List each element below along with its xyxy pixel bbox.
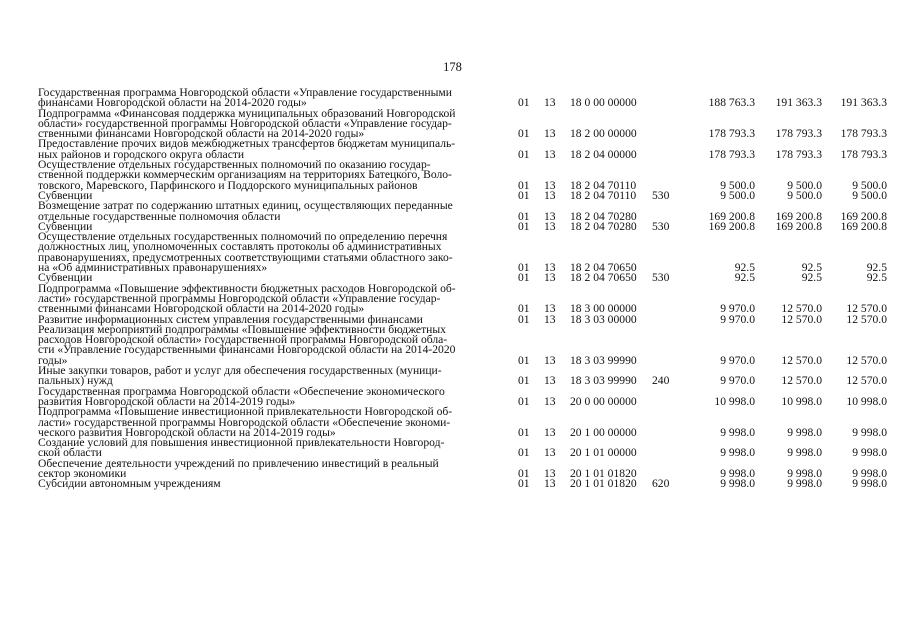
- section-code: 01: [518, 466, 530, 480]
- amount-year-3: 12 570.0: [846, 353, 887, 367]
- row-name: [38, 201, 518, 222]
- row-name-line: товского, Маревского, Парфинского и Поддорского муниципальных районов: [38, 178, 418, 192]
- subsection-code: 13: [544, 425, 556, 439]
- expense-type-code: [652, 201, 680, 222]
- amount-year-3: 178 793.3: [840, 147, 887, 161]
- row-name-line: Государственная программа Новгородской области «Управление государственными: [38, 86, 452, 99]
- table-row: [38, 284, 887, 315]
- row-name-line: Подпрограмма «Повышение эффективности бюджетных расходов Новгородской об-: [38, 281, 456, 295]
- amount-year-1: 188 763.3: [708, 96, 755, 110]
- target-article-code: 18 3 03 99990: [570, 353, 637, 367]
- table-row: [38, 366, 887, 387]
- expense-type-code: 240: [652, 374, 670, 388]
- amount-year-3: 9 998.0: [852, 477, 887, 491]
- amount-year-2: 12 570.0: [781, 353, 822, 367]
- row-name-line: Осуществление отдельных государственных полномочий по определению перечня: [38, 230, 448, 244]
- amount-year-1: 178 793.3: [708, 147, 755, 161]
- row-name-line: ческого развития Новгородской области на 2014-2019 годы»: [38, 425, 336, 439]
- table-row: [38, 109, 887, 140]
- target-article-code: 18 0 00 00000: [570, 96, 637, 110]
- expense-type-code: [652, 232, 680, 273]
- section-code: 01: [518, 96, 530, 110]
- amount-year-1: 9 970.0: [720, 374, 755, 388]
- row-name: [38, 438, 518, 459]
- row-name: [38, 366, 518, 387]
- row-name-line: Создание условий для повышения инвестиционной привлекательности Новгород-: [38, 436, 445, 450]
- table-row: [38, 232, 887, 273]
- section-code: 01: [518, 261, 530, 275]
- expense-type-code: [652, 325, 680, 366]
- subsection-code: 13: [544, 219, 556, 233]
- expense-type-code: [652, 160, 680, 191]
- section-code: 01: [518, 446, 530, 460]
- amount-year-1: 9 998.0: [720, 425, 755, 439]
- table-row: [38, 407, 887, 438]
- expense-type-code: [652, 139, 680, 160]
- target-article-code: 20 0 00 00000: [570, 394, 637, 408]
- table-row: [38, 459, 887, 480]
- table-row: [38, 201, 887, 222]
- row-name-line: Субвенции: [38, 188, 93, 202]
- table-row: [38, 387, 887, 408]
- target-article-code: 18 2 00 00000: [570, 127, 637, 141]
- section-code: 01: [518, 271, 530, 285]
- expense-type-code: [652, 109, 680, 140]
- row-name: [38, 322, 518, 367]
- amount-year-3: 9 998.0: [852, 466, 887, 480]
- amount-year-2: 9 998.0: [787, 477, 822, 491]
- expense-type-code: [652, 438, 680, 459]
- row-name-line: ных районов и городского округа области: [38, 147, 245, 161]
- row-name: [38, 281, 518, 316]
- target-article-code: 18 3 03 00000: [570, 312, 637, 326]
- subsection-code: 13: [544, 147, 556, 161]
- table-row: [38, 325, 887, 366]
- row-name: [38, 456, 518, 480]
- amount-year-1: 9 970.0: [720, 353, 755, 367]
- expense-type-code: 530: [652, 219, 670, 233]
- section-code: 01: [518, 147, 530, 161]
- amount-year-1: 169 200.8: [708, 219, 755, 233]
- amount-year-3: 169 200.8: [840, 219, 887, 233]
- amount-year-2: 10 998.0: [781, 394, 822, 408]
- row-name-line: расходов Новгородской области» государственной программы Новгородской обла-: [38, 333, 448, 347]
- subsection-code: 13: [544, 353, 556, 367]
- amount-year-2: 169 200.8: [775, 209, 822, 223]
- subsection-code: 13: [544, 209, 556, 223]
- amount-year-2: 9 998.0: [787, 466, 822, 480]
- row-name-line: ственными финансами Новгородской области на 2014-2020 годы»: [38, 302, 365, 316]
- row-name-line: Возмещение затрат по содержанию штатных единиц, осуществляющих переданные: [38, 199, 453, 213]
- amount-year-3: 9 500.0: [852, 178, 887, 192]
- expense-type-code: [652, 315, 680, 325]
- amount-year-2: 9 998.0: [787, 446, 822, 460]
- table-row: [38, 438, 887, 459]
- amount-year-1: 9 970.0: [720, 312, 755, 326]
- subsection-code: 13: [544, 466, 556, 480]
- table-row: [38, 479, 887, 489]
- budget-table: [38, 88, 887, 490]
- row-name: [38, 384, 518, 408]
- amount-year-3: 169 200.8: [840, 209, 887, 223]
- amount-year-1: 169 200.8: [708, 209, 755, 223]
- target-article-code: 18 2 04 70110: [570, 178, 637, 192]
- row-name-line: годы»: [38, 353, 68, 367]
- target-article-code: 18 2 04 70650: [570, 261, 637, 275]
- amount-year-3: 178 793.3: [840, 127, 887, 141]
- subsection-code: 13: [544, 96, 556, 110]
- amount-year-3: 10 998.0: [846, 394, 887, 408]
- amount-year-1: 9 500.0: [720, 188, 755, 202]
- row-name: [38, 139, 518, 160]
- target-article-code: 18 2 04 70280: [570, 209, 637, 223]
- table-row: [38, 88, 887, 109]
- target-article-code: 18 2 04 70650: [570, 271, 637, 285]
- row-name: [38, 232, 518, 273]
- amount-year-3: 92.5: [866, 271, 887, 285]
- amount-year-2: 12 570.0: [781, 312, 822, 326]
- amount-year-3: 92.5: [866, 261, 887, 275]
- page-number: 178: [443, 60, 462, 74]
- row-name-line: Иные закупки товаров, работ и услуг для обеспечения государственных (муници-: [38, 364, 442, 378]
- budget-table-body: [38, 88, 887, 490]
- section-code: 01: [518, 302, 530, 316]
- section-code: 01: [518, 312, 530, 326]
- row-name-line: ской области: [38, 446, 102, 460]
- subsection-code: 13: [544, 261, 556, 275]
- expense-type-code: [652, 459, 680, 480]
- row-name-line: Субсидии автономным учреждениям: [38, 477, 221, 491]
- expense-type-code: [652, 88, 680, 109]
- section-code: 01: [518, 374, 530, 388]
- subsection-code: 13: [544, 446, 556, 460]
- table-row: [38, 139, 887, 160]
- expense-type-code: [652, 284, 680, 315]
- row-name-line: правонарушениях, предусмотренных соответствующими статьями областного зако-: [38, 250, 453, 264]
- target-article-code: 18 3 03 99990: [570, 374, 637, 388]
- expense-type-code: 620: [652, 477, 670, 491]
- target-article-code: 20 1 01 01820: [570, 477, 637, 491]
- amount-year-3: 9 998.0: [852, 425, 887, 439]
- amount-year-2: 12 570.0: [781, 302, 822, 316]
- expense-type-code: [652, 407, 680, 438]
- table-row: [38, 160, 887, 191]
- amount-year-2: 92.5: [801, 261, 822, 275]
- target-article-code: 20 1 01 01820: [570, 466, 637, 480]
- amount-year-1: 9 970.0: [720, 302, 755, 316]
- row-name-line: сектор экономики: [38, 466, 127, 480]
- row-name: [38, 88, 518, 109]
- section-code: 01: [518, 188, 530, 202]
- section-code: 01: [518, 219, 530, 233]
- row-name-line: ласти» государственной программы Новгородской области «Управление государ-: [38, 291, 441, 305]
- amount-year-1: 9 998.0: [720, 477, 755, 491]
- section-code: 01: [518, 178, 530, 192]
- row-name: [38, 479, 518, 489]
- row-name-line: Обеспечение деятельности учреждений по привлечению инвестиций в реальный: [38, 456, 439, 470]
- section-code: 01: [518, 477, 530, 491]
- amount-year-1: 9 998.0: [720, 446, 755, 460]
- section-code: 01: [518, 209, 530, 223]
- row-name: [38, 407, 518, 438]
- amount-year-2: 169 200.8: [775, 219, 822, 233]
- row-name-line: на «Об административных правонарушениях»: [38, 261, 268, 275]
- row-name-line: Осуществление отдельных государственных полномочий по оказанию государ-: [38, 158, 431, 172]
- expense-type-code: [652, 387, 680, 408]
- row-name-line: Развитие информационных систем управления государственными финансами: [38, 312, 423, 326]
- row-name-line: Предоставление прочих видов межбюджетных трансфертов бюджетам муниципаль-: [38, 137, 456, 151]
- section-code: 01: [518, 394, 530, 408]
- section-code: 01: [518, 353, 530, 367]
- amount-year-2: 9 500.0: [787, 178, 822, 192]
- section-code: 01: [518, 425, 530, 439]
- amount-year-3: 12 570.0: [846, 302, 887, 316]
- row-name-line: финансами Новгородской области на 2014-2020 годы»: [38, 96, 307, 110]
- amount-year-3: 191 363.3: [840, 96, 887, 110]
- amount-year-2: 9 500.0: [787, 188, 822, 202]
- subsection-code: 13: [544, 188, 556, 202]
- amount-year-1: 10 998.0: [714, 394, 755, 408]
- row-name: [38, 106, 518, 141]
- subsection-code: 13: [544, 127, 556, 141]
- row-name-line: пальных) нужд: [38, 374, 113, 388]
- subsection-code: 13: [544, 477, 556, 491]
- subsection-code: 13: [544, 271, 556, 285]
- amount-year-2: 9 998.0: [787, 425, 822, 439]
- amount-year-3: 12 570.0: [846, 312, 887, 326]
- subsection-code: 13: [544, 178, 556, 192]
- target-article-code: 18 2 04 70110: [570, 188, 637, 202]
- amount-year-2: 191 363.3: [775, 96, 822, 110]
- row-name-line: Государственная программа Новгородской области «Обеспечение экономического: [38, 384, 445, 398]
- row-name-line: отдельные государственные полномочия области: [38, 209, 281, 223]
- row-name-line: должностных лиц, уполномоченных составлять протоколы об административных: [38, 240, 442, 254]
- row-name-line: Субвенции: [38, 271, 93, 285]
- amount-year-1: 178 793.3: [708, 127, 755, 141]
- row-name-line: Подпрограмма «Повышение инвестиционной привлекательности Новгородской об-: [38, 405, 453, 419]
- row-name-line: сти «Управление государственными финансами Новгородской области на 2014-2020: [38, 343, 456, 357]
- target-article-code: 20 1 00 00000: [570, 425, 637, 439]
- subsection-code: 13: [544, 302, 556, 316]
- row-name-line: развития Новгородской области на 2014-2019 годы»: [38, 394, 296, 408]
- target-article-code: 18 3 00 00000: [570, 302, 637, 316]
- amount-year-2: 178 793.3: [775, 147, 822, 161]
- target-article-code: 18 2 04 70280: [570, 219, 637, 233]
- amount-year-3: 12 570.0: [846, 374, 887, 388]
- target-article-code: 18 2 04 00000: [570, 147, 637, 161]
- amount-year-3: 9 500.0: [852, 188, 887, 202]
- target-article-code: 20 1 01 00000: [570, 446, 637, 460]
- amount-year-1: 92.5: [734, 261, 755, 275]
- amount-year-2: 92.5: [801, 271, 822, 285]
- amount-year-1: 92.5: [734, 271, 755, 285]
- amount-year-1: 9 500.0: [720, 178, 755, 192]
- row-name-line: ласти» государственной программы Новгородской области «Обеспечение экономи-: [38, 415, 451, 429]
- subsection-code: 13: [544, 312, 556, 326]
- expense-type-code: 530: [652, 188, 670, 202]
- row-name: [38, 160, 518, 191]
- row-name-line: Подпрограмма «Финансовая поддержка муниципальных образований Новгородской: [38, 106, 456, 120]
- expense-type-code: 530: [652, 271, 670, 285]
- amount-year-2: 178 793.3: [775, 127, 822, 141]
- amount-year-3: 9 998.0: [852, 446, 887, 460]
- row-name-line: ственной поддержки коммерческим организациям на территориях Батецкого, Воло-: [38, 168, 452, 182]
- subsection-code: 13: [544, 374, 556, 388]
- row-name-line: области» государственной программы Новгородской области «Управление государ-: [38, 116, 452, 130]
- section-code: 01: [518, 127, 530, 141]
- amount-year-1: 9 998.0: [720, 466, 755, 480]
- row-name-line: Реализация мероприятий подпрограммы «Повышение эффективности бюджетных: [38, 322, 446, 336]
- subsection-code: 13: [544, 394, 556, 408]
- amount-year-2: 12 570.0: [781, 374, 822, 388]
- row-name-line: ственными финансами Новгородской области на 2014-2020 годы»: [38, 127, 365, 141]
- row-name-line: Субвенции: [38, 219, 93, 233]
